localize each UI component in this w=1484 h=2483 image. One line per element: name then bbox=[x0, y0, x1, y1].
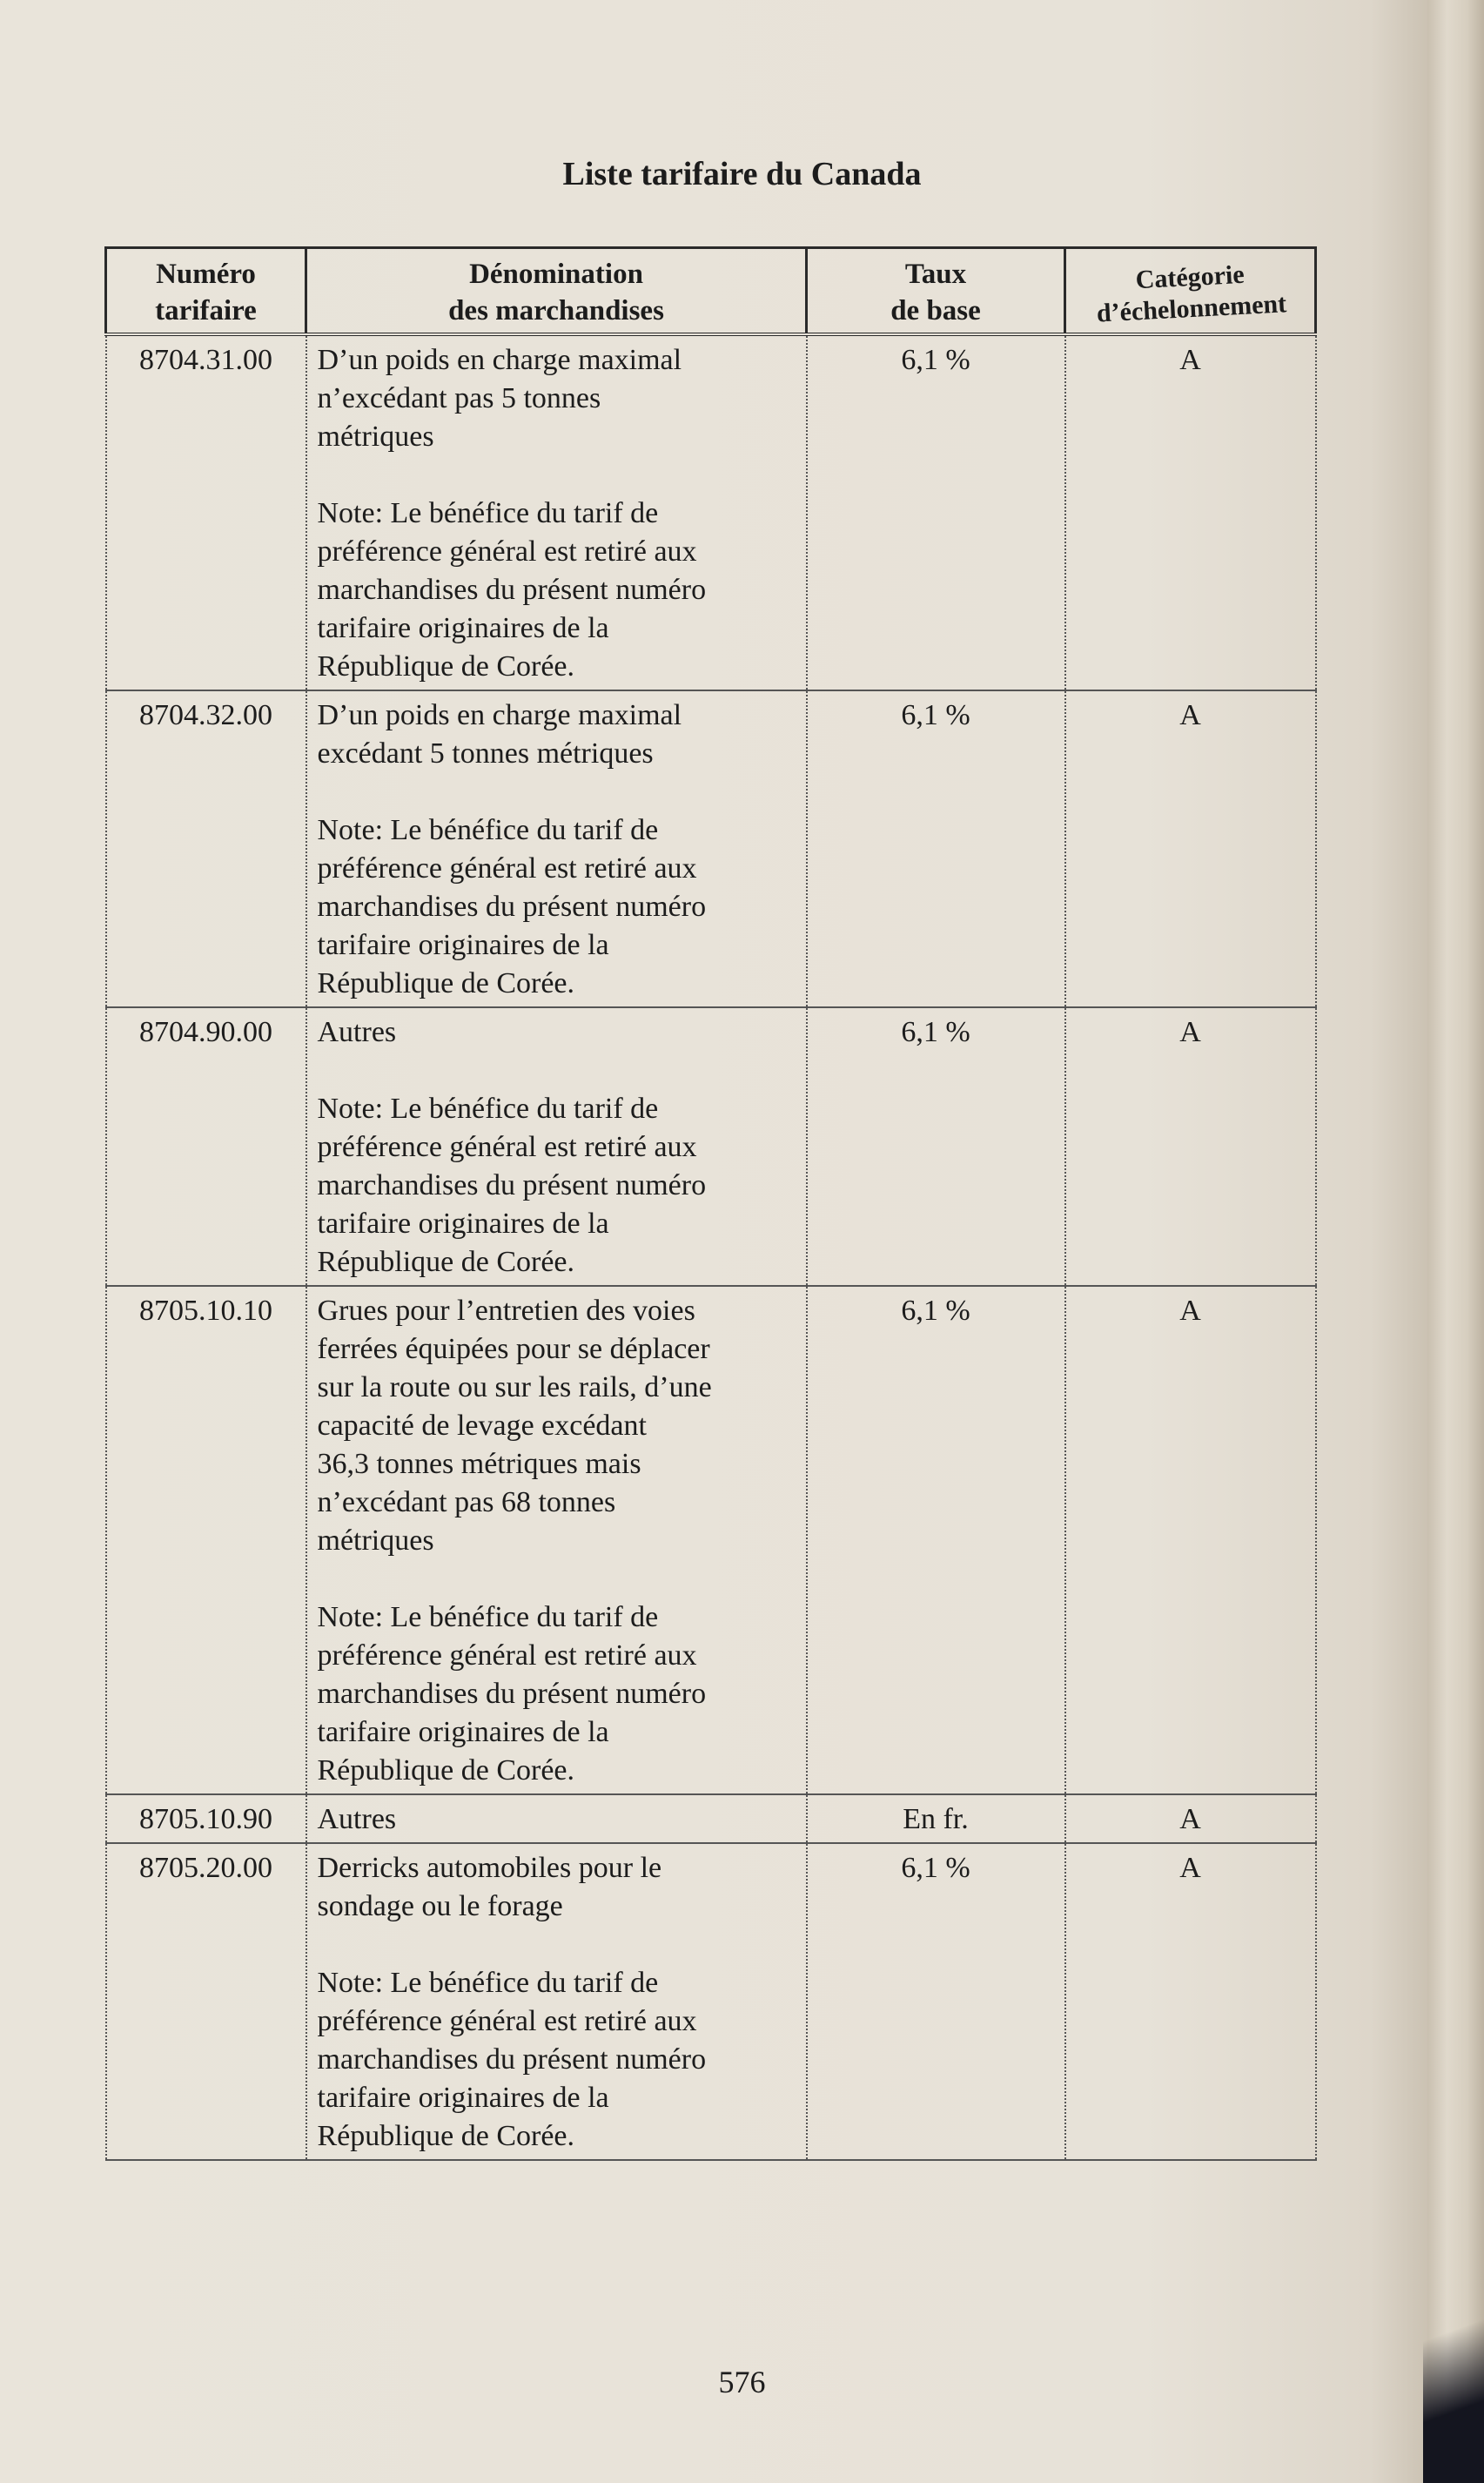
tariff-number-cell: 8704.90.00 bbox=[106, 1007, 306, 1286]
note-line: préférence général est retiré aux bbox=[317, 1131, 697, 1163]
note-line: Note: Le bénéfice du tarif de bbox=[317, 1601, 659, 1633]
tariff-number-cell: 8705.10.90 bbox=[106, 1794, 306, 1843]
description-cell bbox=[306, 334, 807, 690]
paragraph-gap bbox=[318, 1926, 796, 1964]
staging-category-cell: A bbox=[1065, 1794, 1316, 1843]
description-line: Autres bbox=[317, 1016, 397, 1048]
note-line: Note: Le bénéfice du tarif de bbox=[317, 1093, 659, 1125]
description-cell bbox=[306, 1843, 807, 2160]
note-line: préférence général est retiré aux bbox=[317, 1639, 697, 1672]
note-line: marchandises du présent numéro bbox=[317, 2043, 707, 2076]
base-rate-cell: 6,1 % bbox=[807, 1007, 1065, 1286]
note-line: tarifaire originaires de la bbox=[317, 612, 609, 644]
page-title: Liste tarifaire du Canada bbox=[562, 156, 922, 192]
description-cell bbox=[306, 1794, 807, 1843]
description-line: capacité de levage excédant bbox=[317, 1410, 647, 1442]
note-line: tarifaire originaires de la bbox=[317, 1208, 609, 1240]
description-line: sur la route ou sur les rails, d’une bbox=[317, 1371, 712, 1403]
header-staging-category: Catégorie d’échelonnement bbox=[1063, 241, 1318, 340]
paragraph-gap bbox=[318, 1560, 796, 1598]
table-row bbox=[106, 1007, 1316, 1286]
note-line: tarifaire originaires de la bbox=[317, 2082, 609, 2114]
base-rate-cell: En fr. bbox=[807, 1794, 1065, 1843]
note-line: tarifaire originaires de la bbox=[317, 929, 609, 961]
table-row bbox=[106, 1286, 1316, 1794]
tariff-number-cell: 8704.32.00 bbox=[106, 690, 306, 1007]
paragraph-gap bbox=[318, 456, 796, 495]
note-line: marchandises du présent numéro bbox=[317, 1169, 707, 1201]
staging-category-cell: A bbox=[1065, 690, 1316, 1007]
note-line: République de Corée. bbox=[317, 650, 575, 683]
description-line: Derricks automobiles pour le bbox=[317, 1852, 662, 1884]
base-rate-cell: 6,1 % bbox=[807, 690, 1065, 1007]
description-line: métriques bbox=[317, 1524, 434, 1557]
base-rate-cell: 6,1 % bbox=[807, 1843, 1065, 2160]
description-line: excédant 5 tonnes métriques bbox=[317, 737, 654, 770]
note-line: République de Corée. bbox=[317, 1754, 575, 1787]
description-line: Autres bbox=[317, 1803, 397, 1835]
description-line: Grues pour l’entretien des voies bbox=[317, 1295, 695, 1327]
tariff-number-cell: 8704.31.00 bbox=[106, 334, 306, 690]
note-line: République de Corée. bbox=[317, 967, 575, 999]
description-line: 36,3 tonnes métriques mais bbox=[317, 1448, 641, 1480]
description-line: ferrées équipées pour se déplacer bbox=[317, 1333, 710, 1365]
description-line: n’excédant pas 68 tonnes bbox=[317, 1486, 616, 1518]
description-line: sondage ou le forage bbox=[317, 1890, 563, 1922]
note-line: préférence général est retiré aux bbox=[317, 2005, 697, 2037]
base-rate-cell: 6,1 % bbox=[807, 1286, 1065, 1794]
tariff-number-cell: 8705.20.00 bbox=[106, 1843, 306, 2160]
note-line: Note: Le bénéfice du tarif de bbox=[317, 814, 659, 846]
staging-category-cell: A bbox=[1065, 1286, 1316, 1794]
header-description: Dénomination des marchandises bbox=[306, 248, 807, 335]
tariff-table-wrapper bbox=[104, 246, 1314, 2161]
description-cell bbox=[306, 1007, 807, 1286]
description-cell bbox=[306, 690, 807, 1007]
page-number: 576 bbox=[718, 2365, 766, 2399]
table-row bbox=[106, 334, 1316, 690]
page-edge bbox=[1427, 0, 1484, 2483]
table-row bbox=[106, 1843, 1316, 2160]
note-line: République de Corée. bbox=[317, 2120, 575, 2152]
staging-category-cell: A bbox=[1065, 1007, 1316, 1286]
staging-category-cell: A bbox=[1065, 1843, 1316, 2160]
table-row bbox=[106, 690, 1316, 1007]
staging-category-cell: A bbox=[1065, 334, 1316, 690]
table-row bbox=[106, 1794, 1316, 1843]
table-body bbox=[106, 334, 1316, 2160]
tariff-table bbox=[104, 246, 1317, 2161]
description-line: métriques bbox=[317, 421, 434, 453]
tariff-number-cell: 8705.10.10 bbox=[106, 1286, 306, 1794]
description-line: n’excédant pas 5 tonnes bbox=[317, 382, 601, 414]
note-line: Note: Le bénéfice du tarif de bbox=[317, 497, 659, 529]
note-line: République de Corée. bbox=[317, 1246, 575, 1278]
note-line: tarifaire originaires de la bbox=[317, 1716, 609, 1748]
description-line: D’un poids en charge maximal bbox=[317, 699, 682, 731]
header-tariff-number: Numéro tarifaire bbox=[106, 248, 306, 335]
description-line: D’un poids en charge maximal bbox=[317, 344, 682, 376]
note-line: marchandises du présent numéro bbox=[317, 891, 707, 923]
description-cell bbox=[306, 1286, 807, 1794]
header-base-rate: Taux de base bbox=[807, 248, 1065, 335]
note-line: marchandises du présent numéro bbox=[317, 1678, 707, 1710]
paragraph-gap bbox=[318, 1052, 796, 1090]
paragraph-gap bbox=[318, 773, 796, 811]
note-line: marchandises du présent numéro bbox=[317, 574, 707, 606]
note-line: préférence général est retiré aux bbox=[317, 852, 697, 885]
note-line: préférence général est retiré aux bbox=[317, 535, 697, 568]
table-header-row bbox=[106, 248, 1316, 335]
note-line: Note: Le bénéfice du tarif de bbox=[317, 1967, 659, 1999]
base-rate-cell: 6,1 % bbox=[807, 334, 1065, 690]
